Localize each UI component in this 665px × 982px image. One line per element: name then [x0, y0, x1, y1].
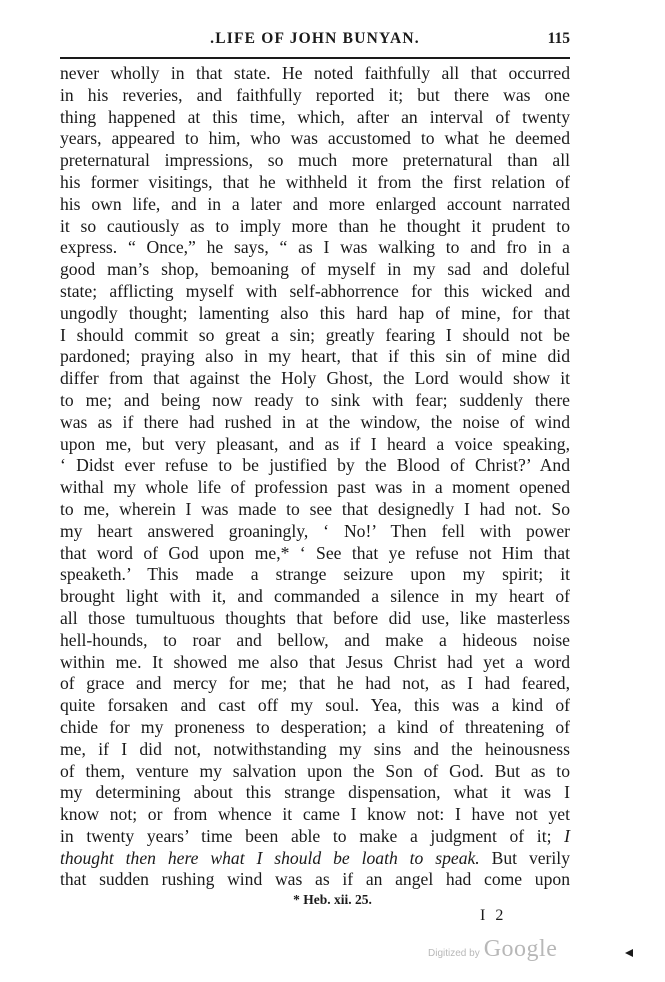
text-line: upon me, but very pleasant, and as if I heard a voice speaking, — [60, 433, 570, 454]
italic-run-start: I — [551, 825, 570, 846]
text-line: me, if I did not, notwithstanding my sins and the heinousness — [60, 738, 570, 759]
text-line: speaketh.’ This made a strange seizure upon my spirit; it — [60, 564, 570, 585]
text-line: ungodly thought; lamenting also this hard hap of mine, for that — [60, 302, 570, 323]
signature-mark: I 2 — [480, 907, 507, 924]
text-line-roman: in twenty years’ time been able to make a judgment of it; — [60, 825, 552, 846]
text-line: brought light with it, and commanded a silence in my heart of — [60, 586, 570, 607]
text-line: that word of God upon me,* ‘ See that ye refuse not Him that — [60, 542, 570, 563]
text-line — [60, 826, 570, 848]
text-line-roman: But verily — [479, 847, 570, 868]
italic-run: thought then here what I should be loath to speak. — [60, 847, 480, 868]
body-text — [60, 63, 570, 891]
text-line: express. “ Once,” he says, “ as I was walking to and fro in a — [60, 237, 570, 258]
text-line: of grace and mercy for me; that he had not, as I had feared, — [60, 673, 570, 694]
watermark-prefix: Digitized by — [428, 948, 480, 959]
text-line: my determining about this strange dispensation, what it was I — [60, 782, 570, 803]
digitized-watermark — [428, 936, 557, 963]
text-line: pardoned; praying also in my heart, that if this sin of mine did — [60, 346, 570, 367]
text-line — [60, 848, 570, 870]
text-line: his former visitings, that he withheld it from the first relation of — [60, 171, 570, 192]
text-line: never wholly in that state. He noted faithfully all that occurred — [60, 63, 570, 83]
footnote: * Heb. xii. 25. — [293, 892, 372, 907]
text-line: within me. It showed me also that Jesus Christ had yet a word — [60, 651, 570, 672]
text-line: to me; and being now ready to sink with fear; suddenly there — [60, 389, 570, 410]
text-line: was as if there had rushed in at the window, the noise of wind — [60, 411, 570, 432]
text-line: all those tumultuous thoughts that before did use, like masterless — [60, 607, 570, 628]
text-line: that sudden rushing wind was as if an angel had come upon — [60, 869, 570, 890]
text-line: ‘ Didst ever refuse to be justified by the Blood of Christ?’ And — [60, 455, 570, 476]
text-line: my heart answered groaningly, ‘ No!’ Then fell with power — [60, 520, 570, 541]
page-number: 115 — [547, 30, 570, 47]
text-line: thing happened at this time, which, after an interval of twenty — [60, 106, 570, 127]
text-line: it so cautiously as to imply more than he thought it prudent to — [60, 215, 570, 236]
text-line: I should commit so great a sin; greatly fearing I should not be — [60, 324, 570, 345]
text-line: state; afflicting myself with self-abhorrence for this wicked and — [60, 280, 570, 301]
text-line: good man’s shop, bemoaning of myself in my sad and doleful — [60, 259, 570, 280]
text-line: quite forsaken and cast off my soul. Yea, this was a kind of — [60, 695, 570, 716]
text-line: to me, wherein I was made to see that designedly I had not. So — [60, 498, 570, 519]
running-title: .LIFE OF JOHN BUNYAN. — [210, 30, 420, 47]
text-line: withal my whole life of profession past was in a moment opened — [60, 477, 570, 498]
page-header — [60, 30, 570, 52]
text-line: know not; or from whence it came I know not: I have not yet — [60, 804, 570, 825]
text-line: in his reveries, and faithfully reported it; but there was one — [60, 84, 570, 105]
corner-arrow-icon — [625, 949, 633, 957]
watermark-brand: Google — [483, 936, 558, 962]
text-line: of them, venture my salvation upon the Son of God. But as to — [60, 760, 570, 781]
text-line: his own life, and in a later and more enlarged account narrated — [60, 193, 570, 214]
text-line: chide for my proneness to desperation; a kind of threatening of — [60, 716, 570, 737]
header-rule — [60, 57, 570, 59]
text-line: differ from that against the Holy Ghost, the Lord would show it — [60, 368, 570, 389]
text-line: years, appeared to him, who was accustomed to what he deemed — [60, 128, 570, 149]
text-line: preternatural impressions, so much more preternatural than all — [60, 150, 570, 171]
text-line: hell-hounds, to roar and bellow, and make a hideous noise — [60, 629, 570, 650]
